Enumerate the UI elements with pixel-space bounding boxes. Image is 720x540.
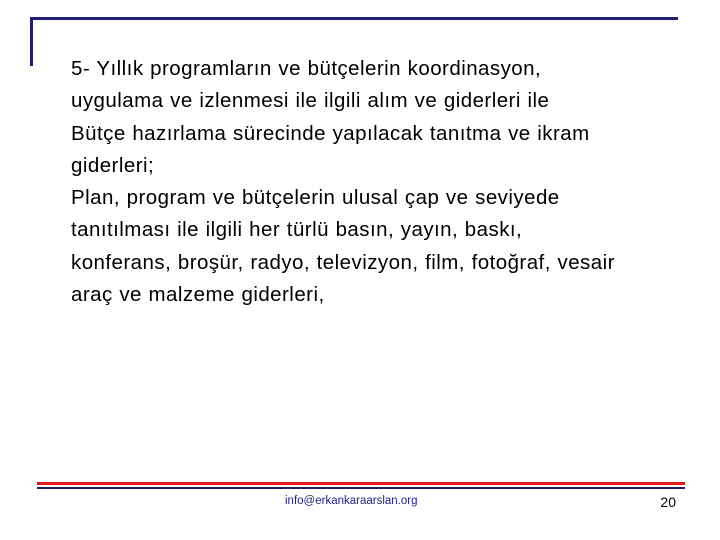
- footer-email: info@erkankaraarslan.org: [285, 495, 418, 507]
- footer-red-rule: [37, 482, 685, 485]
- footer-navy-rule: [37, 487, 685, 489]
- page-number: 20: [660, 494, 676, 510]
- corner-frame-horizontal-line: [30, 17, 678, 20]
- paragraph-2: Bütçe hazırlama sürecinde yapılacak tanıtma ve ikram giderleri;: [71, 121, 590, 177]
- paragraph-3: Plan, program ve bütçelerin ulusal çap ve seviyede tanıtılması ile ilgili her türlü basın, yayın, baskı, konferans, broşür, radyo, televizyon, film, fotoğraf, vesair araç ve malzeme giderleri,: [71, 186, 615, 307]
- slide-body-text: [71, 53, 701, 311]
- paragraph-1: 5- Yıllık programların ve bütçelerin koordinasyon, uygulama ve izlenmesi ile ilgili alım ve giderleri ile: [71, 57, 550, 113]
- corner-frame-vertical-line: [30, 17, 33, 66]
